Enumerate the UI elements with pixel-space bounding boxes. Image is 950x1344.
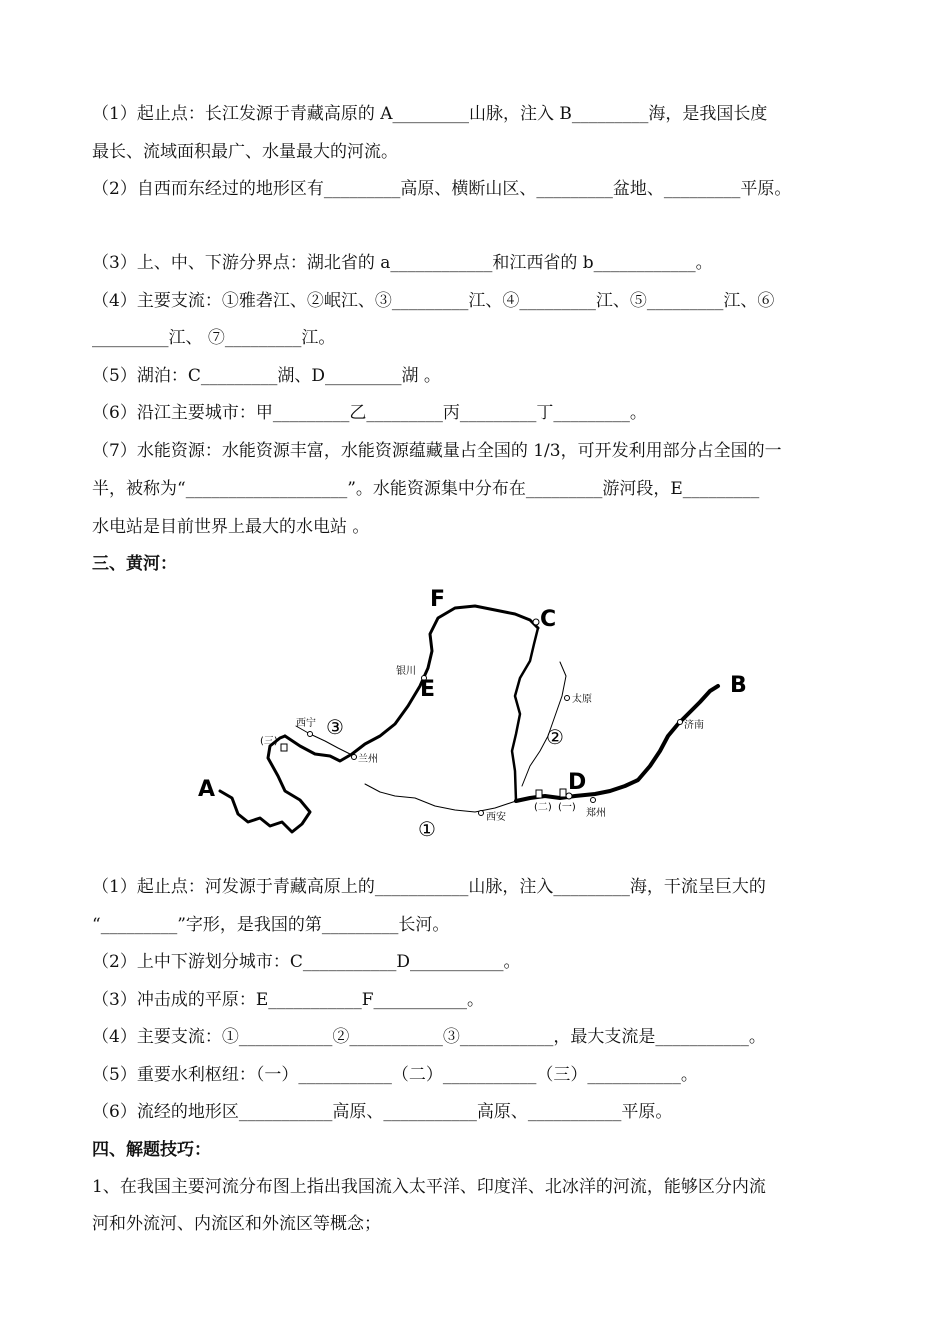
- yangtze-q2: （2）自西而东经过的地形区有_________高原、横断山区、_________盆地、_________平原。: [92, 179, 792, 199]
- yangtze-q7-line3: 水电站是目前世界上最大的水电站 。: [92, 517, 370, 537]
- yellow-q4: （4）主要支流：①___________②___________③___________，最大支流是___________。: [92, 1027, 766, 1047]
- map-label-e: E: [420, 677, 436, 702]
- map-label-d: D: [568, 770, 587, 795]
- map-label-b: B: [730, 673, 747, 698]
- tributary-label-3: ③: [326, 715, 344, 739]
- city-name-yinchuan: 银川: [396, 666, 416, 677]
- yellow-q6: （6）流经的地形区___________高原、___________高原、___________平原。: [92, 1102, 673, 1122]
- river-upper-segment: [285, 606, 538, 761]
- yangtze-q5: （5）湖泊：C_________湖、D_________湖 。: [92, 366, 441, 386]
- dam-label-3: (三): [260, 736, 278, 747]
- yellow-q3: （3）冲击成的平原：E___________F___________。: [92, 990, 485, 1010]
- dam-label-1: (一): [558, 802, 576, 813]
- yellow-q2: （2）上中下游划分城市：C___________D___________。: [92, 952, 521, 972]
- yellow-river-heading: 三、黄河：: [92, 554, 177, 574]
- river-source-segment: [220, 736, 310, 832]
- tributary-label-1: ①: [418, 817, 436, 841]
- city-name-jinan: 济南: [684, 720, 704, 731]
- city-marker-taiyuan: [565, 696, 570, 701]
- yangtze-q1-line1: （1）起止点：长江发源于青藏高原的 A_________山脉，注入 B_________海，是我国长度: [92, 104, 768, 124]
- dam-marker-2: [536, 790, 542, 798]
- city-name-xining: 西宁: [296, 718, 316, 729]
- yangtze-q6: （6）沿江主要城市：甲_________乙_________丙_________丁_________。: [92, 403, 647, 423]
- city-marker-jinan: [678, 720, 683, 725]
- yangtze-q3: （3）上、中、下游分界点：湖北省的 a____________和江西省的 b____________。: [92, 253, 713, 273]
- city-marker-xian: [479, 811, 484, 816]
- city-marker-zhengzhou: [591, 798, 596, 803]
- yellow-q1-line1: （1）起止点：河发源于青藏高原上的___________山脉，注入_________海，干流呈巨大的: [92, 877, 766, 897]
- yangtze-q4-line2: _________江、 ⑦_________江。: [92, 328, 336, 348]
- tributary-label-2: ②: [546, 725, 564, 749]
- tips-heading: 四、解题技巧：: [92, 1140, 211, 1160]
- city-marker-lanzhou: [352, 755, 357, 760]
- map-label-c: C: [540, 607, 557, 632]
- city-name-zhengzhou: 郑州: [586, 808, 606, 819]
- city-name-taiyuan: 太原: [572, 694, 592, 705]
- point-marker-c: [533, 619, 539, 625]
- city-name-lanzhou: 兰州: [358, 754, 378, 765]
- yellow-q1-line2: “_________”字形，是我国的第_________长河。: [92, 915, 450, 935]
- dam-marker-3: [281, 744, 287, 751]
- tips-line1: 1、在我国主要河流分布图上指出我国流入太平洋、印度洋、北冰洋的河流，能够区分内流: [92, 1177, 766, 1197]
- map-label-a: A: [198, 777, 216, 802]
- yellow-river-map: [190, 586, 770, 856]
- wei-river: [365, 784, 516, 812]
- yangtze-q4-line1: （4）主要支流：①雅砻江、②岷江、③_________江、④_________江、⑤_________江、⑥: [92, 291, 775, 311]
- tips-line2: 河和外流河、内流区和外流区等概念；: [92, 1214, 381, 1234]
- city-marker-xining: [308, 732, 313, 737]
- city-name-xian: 西安: [486, 812, 506, 823]
- map-label-f: F: [430, 587, 446, 612]
- yangtze-q7-line1: （7）水能资源：水能资源丰富，水能资源蕴藏量占全国的 1/3，可开发利用部分占全国的一: [92, 441, 782, 461]
- yangtze-q1-line2: 最长、流域面积最广、水量最大的河流。: [92, 142, 398, 162]
- fen-river: [522, 662, 566, 786]
- dam-label-2: (二): [534, 802, 552, 813]
- yangtze-q7-line2: 半，被称为“___________________”。水能资源集中分布在_________游河段，E_________: [92, 479, 760, 499]
- yellow-q5: （5）重要水利枢纽：（一）___________（二）___________（三）___________。: [92, 1065, 698, 1085]
- dam-marker-1: [560, 789, 566, 797]
- river-middle-segment: [512, 628, 538, 801]
